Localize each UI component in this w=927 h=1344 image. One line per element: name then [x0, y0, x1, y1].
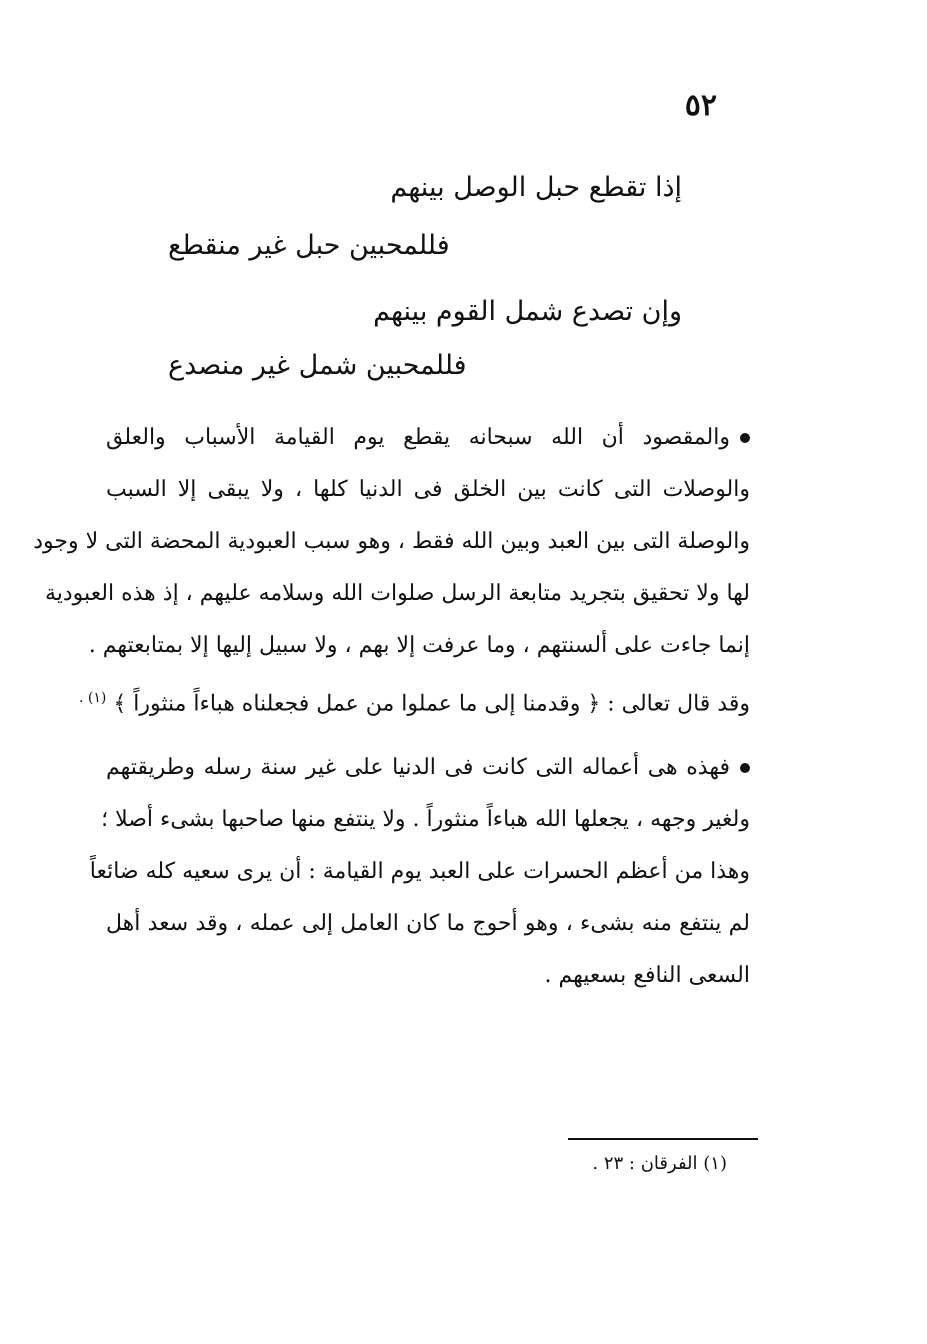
poem-verse-2: فللمحبين حبل غير منقطع [168, 230, 450, 261]
paragraph-line: لم ينتفع منه بشىء ، وهو أحوج ما كان العامل إلى عمله ، وقد سعد أهل [106, 911, 750, 936]
poem-verse-4: فللمحبين شمل غير منصدع [168, 350, 467, 381]
paragraph-line: والوصلات التى كانت بين الخلق فى الدنيا كلها ، ولا يبقى إلا السبب [106, 477, 750, 502]
paragraph-line: لها ولا تحقيق بتجريد متابعة الرسل صلوات الله وسلامه عليهم ، إذ هذه العبودية [44, 581, 750, 606]
paragraph-line: إنما جاءت على ألسنتهم ، وما عرفت إلا بهم ، ولا سبيل إليها إلا بمتابعتهم . [88, 633, 750, 658]
footnote-reference: (١) . [79, 690, 107, 706]
line-text: وقد قال تعالى : ﴿ وقدمنا إلى ما عملوا من عمل فجعلناه هباءاً منثوراً ﴾ [113, 691, 750, 717]
page-number: ٥٢ [684, 88, 717, 123]
paragraph-line: ولغير وجهه ، يجعلها الله هباءاً منثوراً . ولا ينتفع منها صاحبها بشىء أصلا ؛ [101, 807, 750, 832]
footnote-divider [568, 1138, 758, 1140]
paragraph-line [106, 412, 750, 464]
line-text: فهذه هى أعماله التى كانت فى الدنيا على غير سنة رسله وطريقتهم [106, 755, 730, 780]
paragraph-line: السعى النافع بسعيهم . [544, 963, 750, 988]
bullet-icon [740, 433, 750, 443]
poem-verse-1: إذا تقطع حبل الوصل بينهم [390, 172, 682, 203]
poem-verse-3: وإن تصدع شمل القوم بينهم [373, 296, 682, 327]
bullet-icon [740, 763, 750, 773]
line-text: والمقصود أن الله سبحانه يقطع يوم القيامة الأسباب والعلق [106, 425, 730, 450]
paragraph-1 [33, 412, 750, 730]
footnote: (١) الفرقان : ٢٣ . [592, 1153, 727, 1174]
paragraph-line [106, 742, 750, 794]
paragraph-line [79, 672, 750, 730]
paragraph-2 [89, 742, 750, 1002]
paragraph-line: والوصلة التى بين العبد وبين الله فقط ، وهو سبب العبودية المحضة التى لا وجود [33, 529, 750, 554]
paragraph-line: وهذا من أعظم الحسرات على العبد يوم القيامة : أن يرى سعيه كله ضائعاً [89, 859, 750, 884]
